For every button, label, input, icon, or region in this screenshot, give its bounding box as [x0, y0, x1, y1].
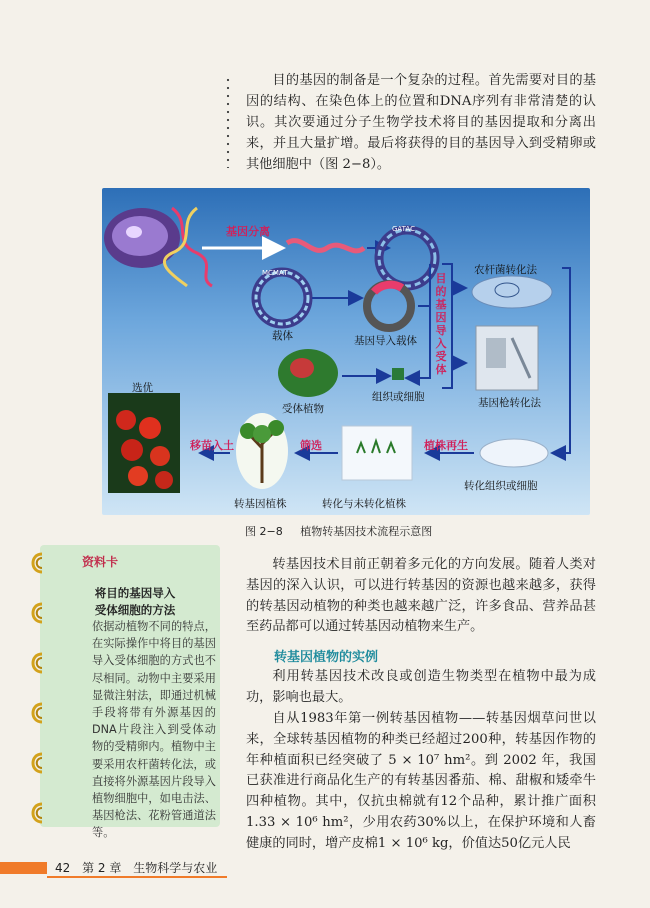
card-body: 依据动植物不同的特点，在实际操作中将目的基因导入受体细胞的方式也不尽相同。动物中主要采用显微注射法，即通过机械手段将带有外源基因的DNA片段注入到受体动物的受精卵内。植物中主要采用农杆菌转化法，或直接将外源基因片段导入植物细胞中，如电击法、基因枪法、花粉管通道法等。 [92, 620, 216, 840]
binder-ring-icon [28, 550, 52, 576]
footer-rule [47, 876, 227, 878]
label-target-gene-into-recipient: 目的基因导入受体 [435, 272, 447, 376]
main-paragraph-2: 利用转基因技术改良或创造生物类型在植物中最为成功，影响也最大。 [246, 669, 596, 705]
label-screening: 筛选 [300, 439, 322, 452]
binder-ring-icon [28, 750, 52, 776]
intro-paragraph: 目的基因的制备是一个复杂的过程。首先需要对目的基因的结构、在染色体上的位置和DNA序列有非常清楚的认识。其次要通过分子生物学技术将目的基因提取和分离出来，并且大量扩增。最后将获得的目的基因导入到受精卵或其他细胞中（图 2−8）。 [246, 73, 596, 172]
label-vector: 载体 [272, 330, 293, 342]
margin-dots [226, 76, 230, 168]
main-paragraph-1: 转基因技术目前正朝着多元化的方向发展。随着人类对基因的深入认识，可以进行转基因的资源也越来越多，获得的转基因动植物的种类也越来越广泛，许多食品、营养品甚至药品都可以通过转基因动植物来生产。 [246, 557, 596, 635]
card-subtitle-2: 受体细胞的方法 [94, 603, 176, 617]
culture-box-icon [342, 426, 412, 480]
subheading: 转基因植物的实例 [274, 650, 379, 665]
label-gene-isolation: 基因分离 [226, 225, 270, 238]
card-subtitle-1: 将目的基因导入 [94, 586, 176, 600]
label-recipient-plant: 受体植物 [282, 403, 324, 415]
figure-art [102, 188, 590, 515]
label-tissue-or-cell: 组织或细胞 [372, 391, 425, 403]
caption-number: 图 2−8 [245, 525, 283, 538]
tissue-icon [392, 368, 404, 380]
figure-caption [245, 523, 432, 539]
caption-title: 植物转基因技术流程示意图 [300, 525, 433, 538]
label-agrobacterium: 农杆菌转化法 [474, 264, 537, 276]
label-transplant: 移苗入土 [190, 439, 234, 452]
label-gene-gun: 基因枪转化法 [478, 397, 541, 409]
gene-gun-icon [476, 326, 538, 390]
page-number: 42 [55, 861, 71, 875]
binder-ring-icon [28, 650, 52, 676]
isolated-gene-icon [287, 241, 364, 251]
agrobacterium-dish-icon [472, 276, 552, 308]
label-transformed-untransformed: 转化与未转化植株 [322, 498, 406, 510]
label-plasmid-text: MCMAT [262, 269, 288, 277]
label-plasmid-text-2: GATAC [392, 225, 415, 233]
transformed-dish-icon [480, 439, 548, 467]
chapter-title: 生物科学与农业 [133, 861, 218, 875]
label-selection: 选优 [132, 382, 153, 394]
transgenic-flow-figure [102, 188, 590, 515]
chapter-number: 第 2 章 [82, 861, 122, 875]
binder-ring-icon [28, 700, 52, 726]
binder-ring-icon [28, 800, 52, 826]
card-title: 资料卡 [82, 555, 119, 569]
page-footer [55, 859, 225, 876]
footer-accent-bar [0, 862, 47, 874]
label-regeneration: 植株再生 [424, 439, 468, 452]
label-transgenic-plant: 转基因植株 [234, 498, 287, 510]
main-paragraph-3: 自从1983年第一例转基因植物——转基因烟草问世以来，全球转基因植物的种类已经超过200种，转基因作物的年种植面积已经突破了 5 × 10⁷ hm²。到 2002 年，我国已获准进行商品化生产的有转基因番茄、棉、甜椒和矮牵牛四种植物。其中，仅抗虫棉就有12个品种，累计推广面积1.33 × 10⁶ hm²，少用农药30%以上，在保护环境和人畜健康的同时，增产皮棉1 × 10⁶ kg，价值达50亿元人民 [246, 711, 596, 851]
label-gene-into-vector: 基因导入载体 [354, 335, 417, 347]
cell-dish-icon [104, 208, 180, 268]
binder-ring-icon [28, 600, 52, 626]
label-transformed-tissue: 转化组织或细胞 [464, 480, 538, 492]
